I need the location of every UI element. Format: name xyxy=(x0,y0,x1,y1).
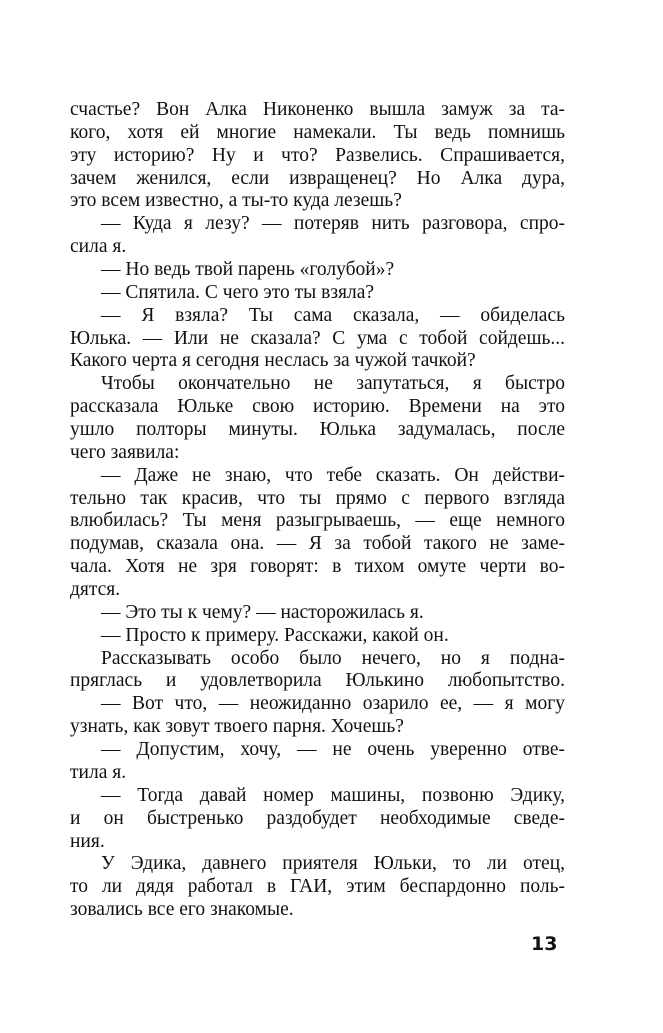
text-line: влюбилась? Ты меня разыгрываешь, — еще немного xyxy=(70,510,565,532)
text-line: пряглась и удовлетворила Юлькино любопытство. xyxy=(70,670,565,692)
text-line: узнать, как зовут твоего парня. Хочешь? xyxy=(70,716,404,738)
text-line: дятся. xyxy=(70,579,121,601)
text-line: чего заявила: xyxy=(70,441,180,463)
text-line: зачем женился, если извращенец? Но Алка дура, xyxy=(70,167,565,189)
text-line: — Допустим, хочу, — не очень уверенно отве- xyxy=(101,739,565,761)
text-line: Чтобы окончательно не запутаться, я быстро xyxy=(101,373,565,395)
text-line: и он быстренько раздобудет необходимые сведе- xyxy=(70,807,565,829)
text-line: Юлька. — Или не сказала? С ума с тобой сойдешь... xyxy=(70,327,565,349)
body-text xyxy=(70,99,565,922)
text-line: Какого черта я сегодня неслась за чужой тачкой? xyxy=(70,350,476,372)
text-line: ния. xyxy=(70,830,105,852)
text-line: зовались все его знакомые. xyxy=(70,899,294,921)
text-line: — Это ты к чему? — насторожилась я. xyxy=(101,601,424,623)
page-number: 13 xyxy=(531,933,558,955)
text-line: У Эдика, давнего приятеля Юльки, то ли отец, xyxy=(101,853,565,875)
text-line: подумав, сказала она. — Я за тобой такого не заме- xyxy=(70,533,565,555)
text-line: — Просто к примеру. Расскажи, какой он. xyxy=(101,624,449,646)
text-line: счастье? Вон Алка Никоненко вышла замуж за та- xyxy=(70,99,565,120)
text-line: — Даже не знаю, что тебе сказать. Он действи- xyxy=(101,464,565,486)
text-line: чала. Хотя не зря говорят: в тихом омуте черти во- xyxy=(70,556,565,578)
text-line: — Тогда давай номер машины, позвоню Эдику, xyxy=(101,784,565,806)
text-line: тила я. xyxy=(70,761,127,783)
text-line: Рассказывать особо было нечего, но я подна- xyxy=(101,647,565,669)
text-line: тельно так красив, что ты прямо с первого взгляда xyxy=(70,487,565,509)
text-line: — Я взяла? Ты сама сказала, — обиделась xyxy=(101,304,565,326)
text-line: кого, хотя ей многие намекали. Ты ведь помнишь xyxy=(70,121,565,143)
text-line: — Вот что, — неожиданно озарило ее, — я могу xyxy=(101,693,565,715)
text-line: эту историю? Ну и что? Развелись. Спрашивается, xyxy=(70,144,565,166)
text-line: — Спятила. С чего это ты взяла? xyxy=(101,281,375,303)
text-line: сила я. xyxy=(70,236,127,258)
text-line: рассказала Юльке свою историю. Времени на это xyxy=(70,396,565,418)
text-line: это всем известно, а ты-то куда лезешь? xyxy=(70,190,402,212)
text-line: — Куда я лезу? — потеряв нить разговора, спро- xyxy=(101,213,565,235)
text-line: то ли дядя работал в ГАИ, этим беспардонно поль- xyxy=(70,876,565,898)
text-line: ушло полторы минуты. Юлька задумалась, после xyxy=(70,419,565,441)
text-line: — Но ведь твой парень «голубой»? xyxy=(101,259,395,281)
